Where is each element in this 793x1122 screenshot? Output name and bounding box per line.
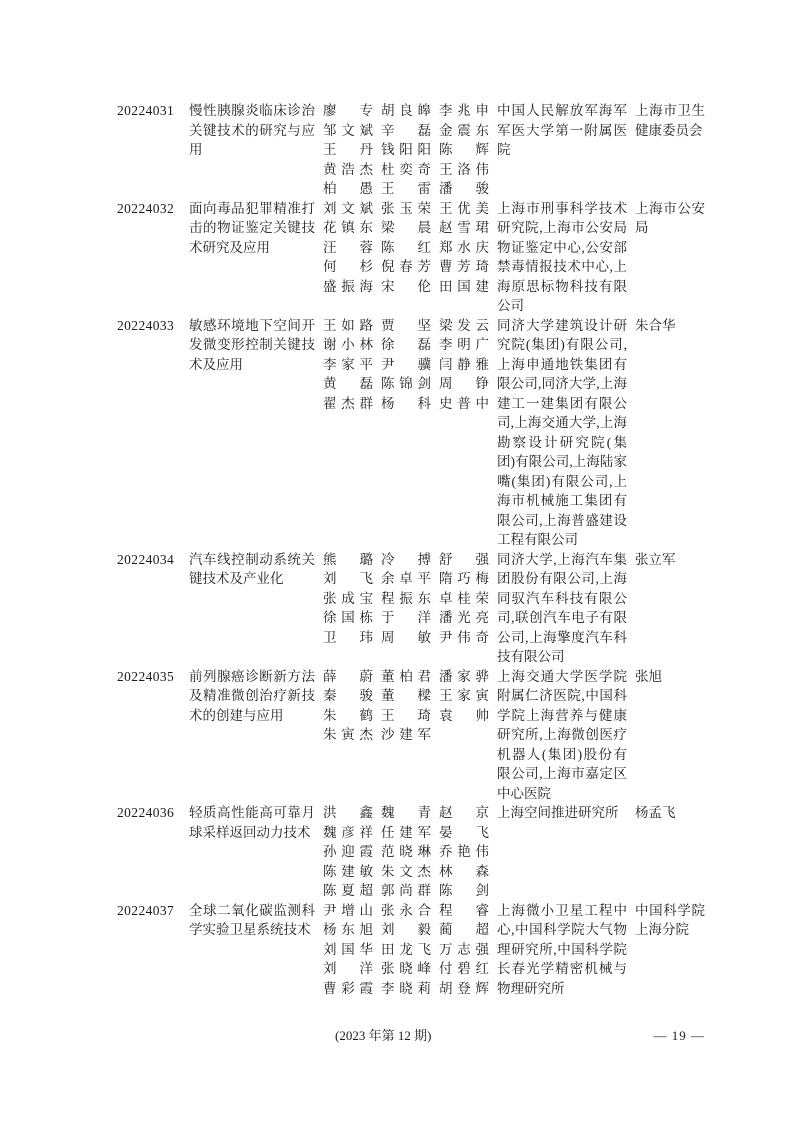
person-name: 史普中 bbox=[439, 395, 489, 411]
page-footer bbox=[117, 1027, 713, 1044]
name-column-1 bbox=[323, 803, 373, 901]
project-title: 前列腺癌诊断新方法及精准微创治疗新技术的创建与应用 bbox=[189, 668, 315, 723]
name-column-2 bbox=[381, 101, 431, 199]
person-name: 倪春芳 bbox=[381, 259, 431, 274]
person-name: 王优美 bbox=[439, 200, 489, 216]
nominator: 中国科学院上海分院 bbox=[635, 902, 705, 937]
organizations: 同济大学建筑设计研究院(集团)有限公司,上海申通地铁集团有限公司,同济大学,上海建工一建集团有限公司,上海交通大学,上海勘察设计研究院(集团)有限公司,上海陆家嘴(集团)有限公司,上海市机械施工集团有限公司,上海普盛建设工程有限公司 bbox=[497, 317, 627, 547]
name-column-2 bbox=[381, 803, 431, 901]
organizations: 上海空间推进研究所 bbox=[497, 805, 619, 820]
person-name: 贾坚 bbox=[381, 317, 431, 333]
project-number: 20224037 bbox=[117, 902, 175, 918]
person-name: 钱阳阳 bbox=[381, 142, 431, 157]
person-name: 梁发云 bbox=[439, 317, 489, 333]
name-column-1 bbox=[323, 550, 373, 648]
project-title: 轻质高性能高可靠月球采样返回动力技术 bbox=[189, 805, 315, 840]
person-name: 范晓琳 bbox=[381, 844, 431, 859]
person-name: 洪鑫 bbox=[323, 805, 373, 820]
person-name: 杜奕奇 bbox=[381, 161, 431, 177]
person-name: 李明广 bbox=[439, 337, 489, 352]
person-name: 孙迎霞 bbox=[323, 844, 373, 859]
name-column-1 bbox=[323, 667, 373, 745]
person-name: 于洋 bbox=[381, 610, 431, 625]
name-column-2 bbox=[381, 316, 431, 414]
person-name: 杨科 bbox=[381, 395, 431, 411]
project-number: 20224031 bbox=[117, 103, 175, 118]
name-column-3 bbox=[439, 316, 489, 414]
person-name: 何杉 bbox=[323, 259, 373, 274]
person-name: 袁帅 bbox=[439, 707, 489, 723]
project-title: 慢性胰腺炎临床诊治关键技术的研究与应用 bbox=[189, 103, 315, 157]
nominator: 朱合华 bbox=[635, 317, 676, 333]
person-name: 陈辉 bbox=[439, 142, 489, 157]
person-name: 林森 bbox=[439, 863, 489, 879]
person-name: 黄磊 bbox=[323, 376, 373, 391]
person-name: 张玉荣 bbox=[381, 200, 431, 216]
person-name: 薛蔚 bbox=[323, 668, 373, 684]
person-name: 李兆申 bbox=[439, 103, 489, 118]
person-name: 柏愚 bbox=[323, 181, 373, 196]
person-name: 沙建军 bbox=[381, 727, 431, 742]
organizations: 中国人民解放军海军军医大学第一附属医院 bbox=[497, 103, 627, 157]
project-title: 敏感环境地下空间开发微变形控制关键技术及应用 bbox=[189, 317, 315, 372]
person-name: 李家平 bbox=[323, 356, 373, 372]
person-name: 徐国栋 bbox=[323, 610, 373, 625]
person-name: 王雷 bbox=[381, 181, 431, 196]
name-column-2 bbox=[381, 667, 431, 745]
person-name: 辛磊 bbox=[381, 122, 431, 138]
organizations: 上海微小卫星工程中心,中国科学院大气物理研究所,中国科学院长春光学精密机械与物理研究所 bbox=[497, 902, 627, 996]
person-name: 朱寅杰 bbox=[323, 727, 373, 742]
name-column-2 bbox=[381, 550, 431, 648]
nominator: 上海市卫生健康委员会 bbox=[635, 103, 705, 138]
person-name: 郭尚群 bbox=[381, 883, 431, 898]
person-name: 潘光亮 bbox=[439, 610, 489, 625]
name-column-2 bbox=[381, 199, 431, 297]
project-number: 20224034 bbox=[117, 551, 175, 567]
project-number: 20224032 bbox=[117, 200, 175, 216]
person-name: 周敏 bbox=[381, 629, 431, 645]
person-name: 潘家骅 bbox=[439, 668, 489, 684]
person-name: 陈锦剑 bbox=[381, 376, 431, 391]
table-row bbox=[117, 199, 713, 316]
name-column-3 bbox=[439, 550, 489, 648]
person-name: 汪蓉 bbox=[323, 239, 373, 255]
person-name: 王洛伟 bbox=[439, 161, 489, 177]
person-name: 冷搏 bbox=[381, 551, 431, 567]
person-name: 尹伟奇 bbox=[439, 629, 489, 645]
name-column-3 bbox=[439, 667, 489, 726]
person-name: 程振东 bbox=[381, 590, 431, 606]
project-title: 面向毒品犯罪精准打击的物证鉴定关键技术研究及应用 bbox=[189, 200, 315, 255]
person-name: 陈红 bbox=[381, 239, 431, 255]
person-name: 盛振海 bbox=[323, 278, 373, 294]
person-name: 舒强 bbox=[439, 551, 489, 567]
organizations: 同济大学,上海汽车集团股份有限公司,上海同驭汽车科技有限公司,联创汽车电子有限公司,上海擎度汽车科技有限公司 bbox=[497, 551, 627, 664]
person-name: 赵雪珺 bbox=[439, 220, 489, 235]
person-name: 王如路 bbox=[323, 317, 373, 333]
person-name: 赵京 bbox=[439, 805, 489, 820]
person-name: 卫玮 bbox=[323, 629, 373, 645]
person-name: 魏彦祥 bbox=[323, 824, 373, 840]
nominator: 上海市公安局 bbox=[635, 200, 705, 235]
person-name: 梁晨 bbox=[381, 220, 431, 235]
person-name: 邹文斌 bbox=[323, 122, 373, 138]
person-name: 张永合 bbox=[381, 902, 431, 918]
person-name: 王丹 bbox=[323, 142, 373, 157]
project-number: 20224036 bbox=[117, 805, 175, 820]
person-name: 黄浩杰 bbox=[323, 161, 373, 177]
project-number: 20224035 bbox=[117, 668, 175, 684]
person-name: 陈剑 bbox=[439, 883, 489, 898]
person-name: 田国建 bbox=[439, 278, 489, 294]
table-row bbox=[117, 901, 713, 999]
person-name: 万志强 bbox=[439, 941, 489, 957]
person-name: 任建军 bbox=[381, 824, 431, 840]
name-column-1 bbox=[323, 901, 373, 999]
name-column-3 bbox=[439, 901, 489, 999]
person-name: 廖专 bbox=[323, 103, 373, 118]
person-name: 熊璐 bbox=[323, 551, 373, 567]
person-name: 徐磊 bbox=[381, 337, 431, 352]
person-name: 金震东 bbox=[439, 122, 489, 138]
person-name: 宋伦 bbox=[381, 278, 431, 294]
person-name: 隋巧梅 bbox=[439, 571, 489, 586]
person-name: 卓桂荣 bbox=[439, 590, 489, 606]
person-name: 曹芳琦 bbox=[439, 259, 489, 274]
person-name: 董樑 bbox=[381, 688, 431, 703]
person-name: 田龙飞 bbox=[381, 941, 431, 957]
person-name: 尹增山 bbox=[323, 902, 373, 918]
nominator: 张旭 bbox=[635, 668, 662, 684]
person-name: 刘洋 bbox=[323, 961, 373, 976]
person-name: 晏飞 bbox=[439, 824, 489, 840]
person-name: 闫静雅 bbox=[439, 356, 489, 372]
person-name: 潘骏 bbox=[439, 181, 489, 196]
name-column-3 bbox=[439, 199, 489, 297]
nominator: 张立军 bbox=[635, 551, 676, 567]
person-name: 朱文杰 bbox=[381, 863, 431, 879]
person-name: 谢小林 bbox=[323, 337, 373, 352]
person-name: 刘文斌 bbox=[323, 200, 373, 216]
person-name: 余卓平 bbox=[381, 571, 431, 586]
person-name: 王家寅 bbox=[439, 688, 489, 703]
person-name: 尹骥 bbox=[381, 356, 431, 372]
organizations: 上海市刑事科学技术研究院,上海市公安局物证鉴定中心,公安部禁毒情报技术中心,上海原思标物科技有限公司 bbox=[497, 200, 627, 313]
person-name: 蔺超 bbox=[439, 922, 489, 937]
person-name: 张成宝 bbox=[323, 590, 373, 606]
person-name: 陈建敏 bbox=[323, 863, 373, 879]
person-name: 刘飞 bbox=[323, 571, 373, 586]
table-row bbox=[117, 550, 713, 667]
table-row bbox=[117, 803, 713, 901]
person-name: 李晓莉 bbox=[381, 980, 431, 996]
name-column-1 bbox=[323, 316, 373, 414]
project-title: 全球二氧化碳监测科学实验卫星系统技术 bbox=[189, 902, 315, 937]
person-name: 朱鹤 bbox=[323, 707, 373, 723]
person-name: 刘毅 bbox=[381, 922, 431, 937]
person-name: 郑水庆 bbox=[439, 239, 489, 255]
person-name: 魏青 bbox=[381, 805, 431, 820]
person-name: 王琦 bbox=[381, 707, 431, 723]
issue-label: (2023 年第 12 期) bbox=[335, 1028, 432, 1043]
person-name: 刘国华 bbox=[323, 941, 373, 957]
person-name: 张晓峰 bbox=[381, 961, 431, 976]
name-column-1 bbox=[323, 199, 373, 297]
name-column-1 bbox=[323, 101, 373, 199]
award-table bbox=[117, 101, 713, 998]
name-column-3 bbox=[439, 101, 489, 199]
person-name: 周铮 bbox=[439, 376, 489, 391]
person-name: 董柏君 bbox=[381, 668, 431, 684]
person-name: 胡良皞 bbox=[381, 103, 431, 118]
name-column-2 bbox=[381, 901, 431, 999]
project-title: 汽车线控制动系统关键技术及产业化 bbox=[189, 551, 315, 586]
person-name: 陈夏超 bbox=[323, 883, 373, 898]
person-name: 杨东旭 bbox=[323, 922, 373, 937]
project-number: 20224033 bbox=[117, 317, 175, 333]
name-column-3 bbox=[439, 803, 489, 901]
nominator: 杨孟飞 bbox=[635, 805, 676, 820]
table-row bbox=[117, 316, 713, 550]
person-name: 秦骏 bbox=[323, 688, 373, 703]
person-name: 程睿 bbox=[439, 902, 489, 918]
person-name: 胡登辉 bbox=[439, 980, 489, 996]
person-name: 花镇东 bbox=[323, 220, 373, 235]
table-row bbox=[117, 101, 713, 199]
person-name: 翟杰群 bbox=[323, 395, 373, 411]
person-name: 乔艳伟 bbox=[439, 844, 489, 859]
table-row bbox=[117, 667, 713, 804]
page-number: — 19 — bbox=[653, 1028, 705, 1043]
organizations: 上海交通大学医学院附属仁济医院,中国科学院上海营养与健康研究所,上海微创医疗机器人(集团)股份有限公司,上海市嘉定区中心医院 bbox=[497, 668, 627, 801]
person-name: 曹彩霞 bbox=[323, 980, 373, 996]
person-name: 付碧红 bbox=[439, 961, 489, 976]
